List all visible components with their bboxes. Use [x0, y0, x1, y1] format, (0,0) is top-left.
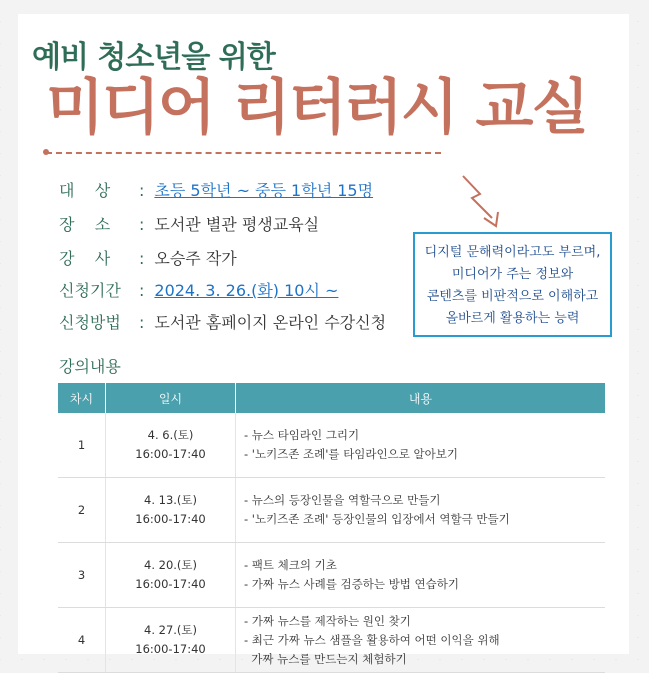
content-line: - 가짜 뉴스 사례를 검증하는 방법 연습하기	[244, 577, 459, 591]
decorative-dashed-line	[46, 152, 441, 154]
session-datetime	[106, 478, 236, 543]
callout-line: 미디어가 주는 정보와	[451, 267, 574, 282]
session-time: 16:00-17:40	[135, 512, 206, 526]
info-label: 장 소	[59, 215, 111, 234]
column-header: 일시	[106, 383, 236, 413]
schedule-table	[58, 383, 605, 673]
session-number: 2	[58, 478, 106, 543]
poster-card	[18, 14, 629, 666]
callout-line: 디지털 문해력이라고도 부르며,	[424, 245, 601, 260]
poster-subtitle: 예비 청소년을 위한	[32, 40, 275, 75]
info-row-method: 신청방법 : 도서관 홈페이지 온라인 수강신청	[59, 310, 386, 333]
callout-line: 올바르게 활용하는 능력	[445, 311, 580, 326]
info-value-link[interactable]: 2024. 3. 26.(화) 10시 ~	[154, 281, 339, 300]
poster-title: 미디어 리터러시 교실	[46, 73, 588, 143]
session-number: 1	[58, 413, 106, 478]
info-label: 강 사	[59, 249, 111, 268]
session-content	[236, 413, 606, 478]
session-datetime	[106, 608, 236, 673]
table-row	[58, 543, 605, 608]
info-label: 신청방법	[59, 313, 121, 332]
table-header-row	[58, 383, 605, 413]
content-line: 가짜 뉴스를 만드는지 체험하기	[244, 651, 407, 666]
session-datetime	[106, 543, 236, 608]
session-number: 3	[58, 543, 106, 608]
callout-line: 콘텐츠를 비판적으로 이해하고	[426, 289, 599, 304]
table-row	[58, 413, 605, 478]
session-time: 16:00-17:40	[135, 642, 206, 656]
session-date: 4. 20.(토)	[144, 558, 197, 572]
content-line: - 뉴스의 등장인물을 역할극으로 만들기	[244, 493, 441, 507]
content-line: - '노키즈존 조례' 등장인물의 입장에서 역할극 만들기	[244, 512, 510, 526]
content-line: - 가짜 뉴스를 제작하는 원인 찾기	[244, 613, 411, 628]
info-row-period: 신청기간 : 2024. 3. 26.(화) 10시 ~	[59, 278, 338, 301]
session-content	[236, 478, 606, 543]
session-datetime	[106, 413, 236, 478]
session-time: 16:00-17:40	[135, 447, 206, 461]
info-label: 대 상	[59, 181, 111, 200]
section-label: 강의내용	[59, 357, 121, 376]
content-line: - 팩트 체크의 기초	[244, 558, 337, 572]
session-content	[236, 543, 606, 608]
info-value: 도서관 홈페이지 온라인 수강신청	[154, 313, 387, 332]
info-row-location: 장 소 : 도서관 별관 평생교육실	[59, 212, 319, 235]
info-value: 도서관 별관 평생교육실	[154, 215, 320, 234]
lightning-arrow-icon	[458, 174, 518, 234]
info-row-target: 대 상 : 초등 5학년 ~ 중등 1학년 15명	[59, 178, 373, 201]
decorative-dot	[43, 149, 49, 155]
session-number: 4	[58, 608, 106, 673]
session-content	[236, 608, 606, 673]
session-date: 4. 27.(토)	[144, 623, 197, 637]
table-row	[58, 478, 605, 543]
definition-callout	[413, 232, 612, 337]
content-line: - '노키즈존 조례'를 타임라인으로 알아보기	[244, 447, 458, 461]
content-line: - 최근 가짜 뉴스 샘플을 활용하여 어떤 이익을 위해	[244, 632, 500, 647]
content-line: - 뉴스 타임라인 그리기	[244, 428, 360, 442]
info-value-link[interactable]: 초등 5학년 ~ 중등 1학년 15명	[154, 181, 374, 200]
info-value: 오승주 작가	[154, 249, 237, 268]
session-date: 4. 13.(토)	[144, 493, 197, 507]
session-time: 16:00-17:40	[135, 577, 206, 591]
info-row-instructor: 강 사 : 오승주 작가	[59, 246, 237, 269]
column-header: 차시	[58, 383, 106, 413]
info-label: 신청기간	[59, 281, 121, 300]
session-date: 4. 6.(토)	[147, 428, 194, 442]
table-row	[58, 608, 605, 673]
column-header: 내용	[236, 383, 606, 413]
